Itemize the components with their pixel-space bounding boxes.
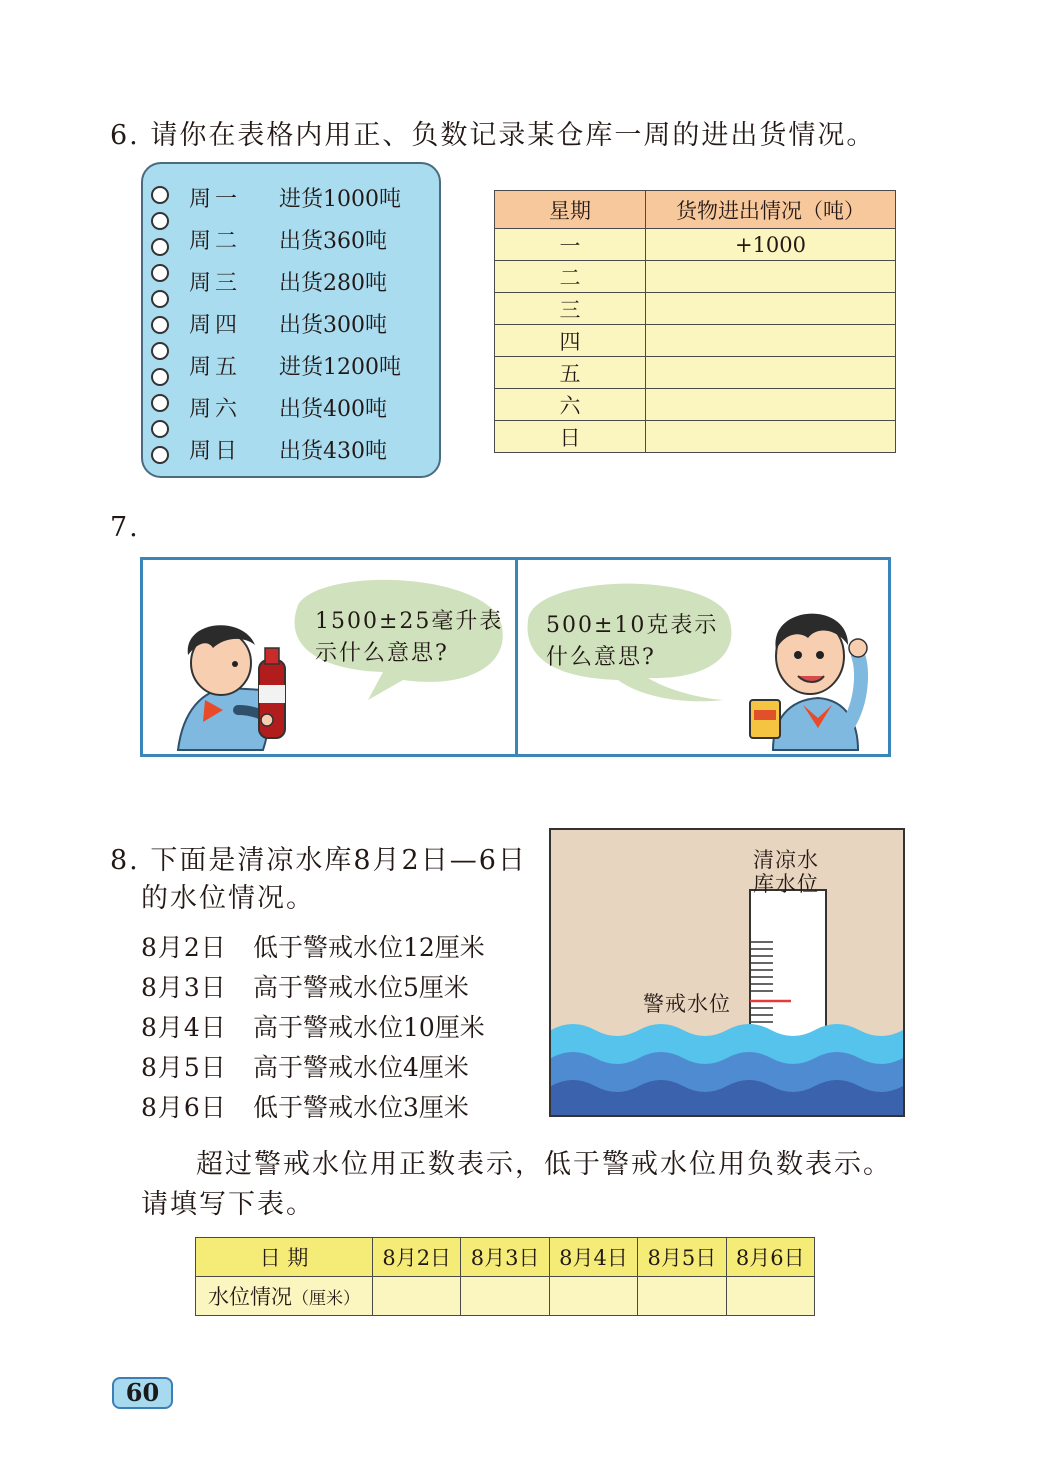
table-row: [495, 421, 896, 453]
log-action: 出货400吨: [279, 397, 387, 422]
log-day: 周五: [189, 355, 242, 380]
water-level-reading: [141, 1088, 469, 1124]
row-value-cell[interactable]: [646, 421, 896, 453]
q8-prompt-line2: 的水位情况。: [141, 883, 315, 914]
header-date: 8月4日: [549, 1238, 637, 1277]
reservoir-illustration: [549, 828, 905, 1117]
answer-cell[interactable]: [373, 1277, 461, 1316]
left-bubble-line2: 示什么意思?: [315, 641, 449, 666]
row-value-cell[interactable]: [646, 389, 896, 421]
notebook-ring-icon: [151, 420, 169, 438]
warehouse-log-card: [141, 162, 441, 478]
q6-prompt: 6. 请你在表格内用正、负数记录某仓库一周的进出货情况。: [110, 120, 876, 151]
table-header-row: [196, 1238, 815, 1277]
reading-date: 8月4日: [141, 1013, 227, 1042]
q8-prompt-line1: 8. 下面是清凉水库8月2日—6日: [110, 845, 527, 876]
q8-instruction-line2: 请填写下表。: [141, 1189, 315, 1220]
header-date: 8月5日: [638, 1238, 726, 1277]
row-value-cell[interactable]: [646, 357, 896, 389]
table-row: [495, 325, 896, 357]
right-bubble-line1: 500±10克表示: [546, 613, 719, 638]
q8-instruction-line1: 超过警戒水位用正数表示，低于警戒水位用负数表示。: [196, 1149, 892, 1180]
table-row: [495, 229, 896, 261]
row-value-cell[interactable]: [646, 293, 896, 325]
row-day: 五: [495, 357, 646, 389]
water-level-reading: [141, 1048, 469, 1084]
row-day: 四: [495, 325, 646, 357]
notebook-ring-icon: [151, 238, 169, 256]
log-day: 周四: [189, 313, 242, 338]
notebook-ring-icon: [151, 264, 169, 282]
log-action: 进货1000吨: [279, 187, 401, 212]
answer-cell[interactable]: [638, 1277, 726, 1316]
table-row: [196, 1277, 815, 1316]
log-day: 周一: [189, 187, 242, 212]
q7-number: 7.: [110, 512, 140, 543]
notebook-ring-icon: [151, 290, 169, 308]
log-day: 周日: [189, 439, 242, 464]
reading-text: 高于警戒水位5厘米: [253, 973, 469, 1002]
log-day: 周六: [189, 397, 242, 422]
log-action: 出货430吨: [279, 439, 387, 464]
gauge-label-line2: 库水位: [753, 872, 819, 896]
table-header-row: [495, 191, 896, 229]
table-row: [495, 293, 896, 325]
warning-level-label: 警戒水位: [643, 992, 731, 1016]
reading-text: 高于警戒水位10厘米: [253, 1013, 485, 1042]
water-level-reading: [141, 1008, 485, 1044]
gauge-label-line1: 清凉水: [753, 848, 819, 872]
log-day: 周三: [189, 271, 242, 296]
row-label: [196, 1277, 373, 1316]
notebook-ring-icon: [151, 394, 169, 412]
header-day: 星期: [495, 191, 646, 229]
row-day: 三: [495, 293, 646, 325]
notebook-ring-icon: [151, 446, 169, 464]
header-date-label: 日 期: [196, 1238, 373, 1277]
row-value-cell[interactable]: [646, 325, 896, 357]
notebook-ring-icon: [151, 186, 169, 204]
row-day: 六: [495, 389, 646, 421]
answer-cell[interactable]: [549, 1277, 637, 1316]
log-action: 进货1200吨: [279, 355, 401, 380]
table-row: [495, 357, 896, 389]
reading-date: 8月2日: [141, 933, 227, 962]
row-label-text: 水位情况: [208, 1285, 292, 1309]
row-day: 一: [495, 229, 646, 261]
log-action: 出货300吨: [279, 313, 387, 338]
comic-panels: [140, 557, 891, 757]
reading-text: 低于警戒水位3厘米: [253, 1093, 469, 1122]
table-row: [495, 389, 896, 421]
reading-date: 8月5日: [141, 1053, 227, 1082]
header-date: 8月2日: [373, 1238, 461, 1277]
row-label-unit: （厘米）: [292, 1289, 360, 1309]
water-level-reading: [141, 928, 485, 964]
header-date: 8月6日: [726, 1238, 814, 1277]
water-gauge-graphic: [551, 830, 903, 1115]
reading-date: 8月6日: [141, 1093, 227, 1122]
inout-table: [494, 190, 896, 453]
reading-text: 低于警戒水位12厘米: [253, 933, 485, 962]
answer-cell[interactable]: [726, 1277, 814, 1316]
water-level-table: [195, 1237, 815, 1316]
row-day: 日: [495, 421, 646, 453]
row-value-cell[interactable]: [646, 261, 896, 293]
reading-text: 高于警戒水位4厘米: [253, 1053, 469, 1082]
header-value: 货物进出情况（吨）: [646, 191, 896, 229]
log-day: 周二: [189, 229, 242, 254]
page-number: 60: [112, 1377, 173, 1409]
left-bubble-line1: 1500±25毫升表: [315, 609, 504, 634]
log-action: 出货360吨: [279, 229, 387, 254]
row-day: 二: [495, 261, 646, 293]
row-value-cell[interactable]: +1000: [646, 229, 896, 261]
table-row: [495, 261, 896, 293]
notebook-ring-icon: [151, 212, 169, 230]
notebook-ring-icon: [151, 342, 169, 360]
notebook-ring-icon: [151, 368, 169, 386]
header-date: 8月3日: [461, 1238, 549, 1277]
notebook-ring-icon: [151, 316, 169, 334]
reading-date: 8月3日: [141, 973, 227, 1002]
answer-cell[interactable]: [461, 1277, 549, 1316]
log-action: 出货280吨: [279, 271, 387, 296]
water-level-reading: [141, 968, 469, 1004]
right-bubble-line2: 什么意思?: [546, 645, 656, 670]
